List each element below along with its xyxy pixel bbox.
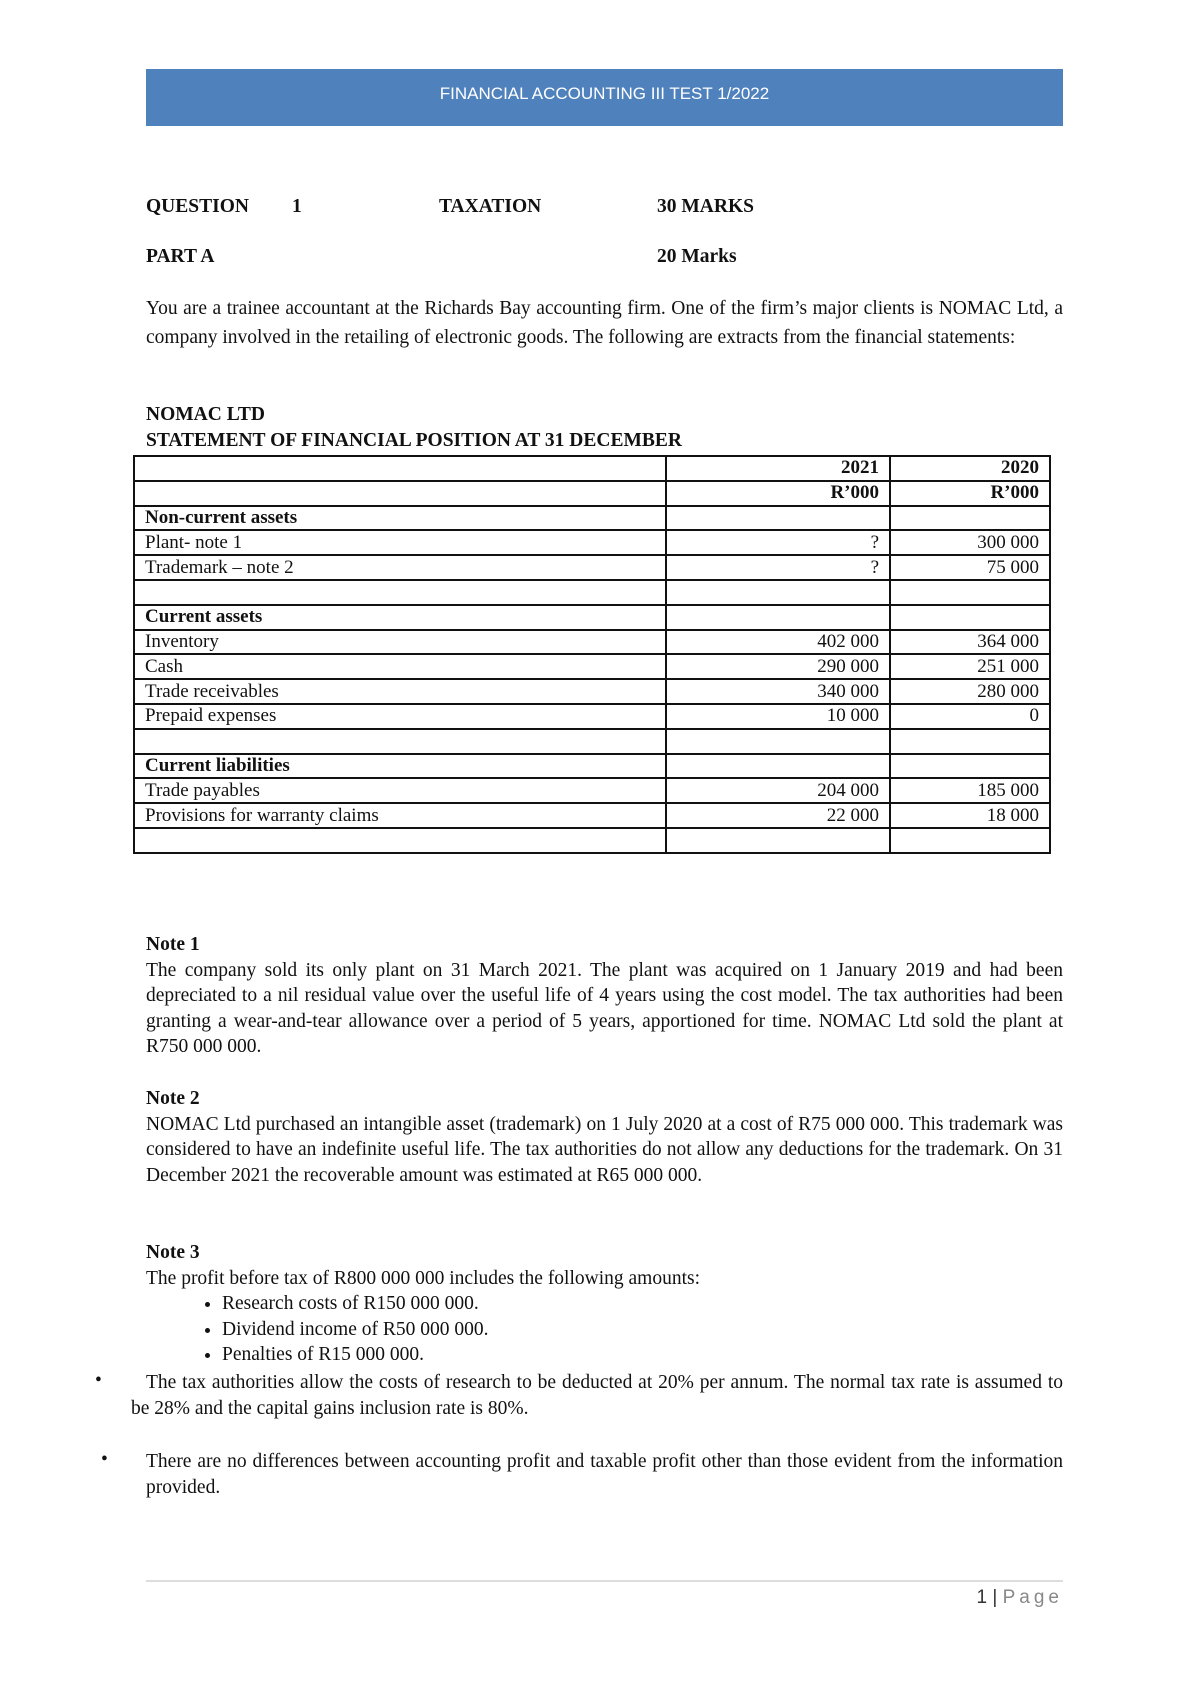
part-label: PART A: [146, 246, 215, 267]
value-2020: 364 000: [890, 630, 1050, 655]
value-2021: [666, 828, 890, 853]
row-label: [134, 580, 666, 605]
question-topic: TAXATION: [439, 196, 542, 217]
value-2020: 185 000: [890, 778, 1050, 803]
table-row: [134, 754, 1050, 779]
row-label: Trade payables: [134, 778, 666, 803]
value-2020: 18 000: [890, 803, 1050, 828]
value-2021: [666, 605, 890, 630]
note-3: [146, 1240, 1063, 1368]
note-text: The company sold its only plant on 31 March 2021. The plant was acquired on 1 January 2019 and had been depreciated to a nil residual value over the useful life of 4 years using the cost model. The tax authorities had been granting a wear-and-tear allowance over a period of 5 years, apportioned for time. NOMAC Ltd sold the plant at R750 000 000.: [146, 959, 1063, 1058]
question-marks: 30 MARKS: [657, 196, 754, 217]
bullet-research: The tax authorities allow the costs of research to be deducted at 20% per annum. The normal tax rate is assumed to be 28% and the capital gains inclusion rate is 80%.: [131, 1372, 1063, 1419]
value-2020: [890, 506, 1050, 531]
company-name: NOMAC LTD: [146, 404, 265, 425]
table-row: [134, 481, 1050, 506]
value-2020: 0: [890, 704, 1050, 729]
value-2020: 300 000: [890, 530, 1050, 555]
row-label: Non-current assets: [134, 506, 666, 531]
table-row: [134, 605, 1050, 630]
value-2020: 2020: [890, 456, 1050, 481]
list-item: • Research costs of R150 000 000.: [222, 1291, 1063, 1317]
value-2021: 10 000: [666, 704, 890, 729]
bullet-differences: There are no differences between accounting profit and taxable profit other than those evident from the information provided.: [146, 1451, 1063, 1498]
value-2021: 22 000: [666, 803, 890, 828]
note-3-list: [146, 1291, 1063, 1368]
row-label: [134, 729, 666, 754]
value-2020: [890, 828, 1050, 853]
value-2021: ?: [666, 555, 890, 580]
table-row: [134, 729, 1050, 754]
bullet-icon: •: [95, 1370, 102, 1391]
value-2020: [890, 754, 1050, 779]
value-2020: 280 000: [890, 679, 1050, 704]
page-label: Page: [1002, 1587, 1063, 1608]
footer-divider: [146, 1580, 1063, 1582]
statement-title: STATEMENT OF FINANCIAL POSITION AT 31 DECEMBER: [146, 430, 682, 451]
row-label: Plant- note 1: [134, 530, 666, 555]
note-text: NOMAC Ltd purchased an intangible asset (trademark) on 1 July 2020 at a cost of R75 000 000. This trademark was considered to have an indefinite useful life. The tax authorities do not allow any deductions for the trademark. On 31 December 2021 the recoverable amount was estimated at R65 000 000.: [146, 1113, 1063, 1186]
table-row: [134, 704, 1050, 729]
note-2: [146, 1086, 1063, 1188]
list-item: • Dividend income of R50 000 000.: [222, 1317, 1063, 1343]
row-label: Current liabilities: [134, 754, 666, 779]
row-label: Provisions for warranty claims: [134, 803, 666, 828]
value-2021: [666, 506, 890, 531]
row-label: Inventory: [134, 630, 666, 655]
financial-position-table: [133, 455, 1051, 854]
value-2020: [890, 729, 1050, 754]
page-number: [977, 1587, 1063, 1609]
table-row: [134, 679, 1050, 704]
table-row: [134, 778, 1050, 803]
table-row: [134, 654, 1050, 679]
value-2021: 290 000: [666, 654, 890, 679]
row-label: Cash: [134, 654, 666, 679]
table-row: [134, 456, 1050, 481]
value-2021: 340 000: [666, 679, 890, 704]
value-2021: 204 000: [666, 778, 890, 803]
list-item: • Penalties of R15 000 000.: [222, 1342, 1063, 1368]
page-separator: |: [992, 1587, 998, 1608]
table-row: [134, 530, 1050, 555]
note-1: [146, 932, 1063, 1060]
value-2021: [666, 580, 890, 605]
value-2021: R’000: [666, 481, 890, 506]
value-2021: ?: [666, 530, 890, 555]
value-2020: [890, 605, 1050, 630]
table-row: [134, 630, 1050, 655]
bullet-icon: •: [101, 1449, 108, 1470]
row-label: Trademark – note 2: [134, 555, 666, 580]
page-number-value: 1: [976, 1587, 988, 1608]
note-title: Note 1: [146, 934, 200, 955]
note-title: Note 2: [146, 1088, 200, 1109]
table-row: [134, 803, 1050, 828]
table-row: [134, 580, 1050, 605]
value-2021: 402 000: [666, 630, 890, 655]
intro-paragraph: You are a trainee accountant at the Richards Bay accounting firm. One of the firm’s major clients is NOMAC Ltd, a company involved in the retailing of electronic goods. The following are extracts from the financial statements:: [146, 298, 1063, 348]
question-label: QUESTION: [146, 196, 249, 217]
question-number: 1: [292, 196, 302, 217]
row-label: [134, 481, 666, 506]
header-banner: FINANCIAL ACCOUNTING III TEST 1/2022: [146, 69, 1063, 126]
row-label: [134, 828, 666, 853]
value-2020: 75 000: [890, 555, 1050, 580]
table-row: [134, 555, 1050, 580]
table-row: [134, 506, 1050, 531]
row-label: Prepaid expenses: [134, 704, 666, 729]
part-marks: 20 Marks: [657, 246, 737, 267]
value-2021: [666, 729, 890, 754]
table-row: [134, 828, 1050, 853]
value-2020: R’000: [890, 481, 1050, 506]
row-label: Trade receivables: [134, 679, 666, 704]
value-2020: [890, 580, 1050, 605]
value-2020: 251 000: [890, 654, 1050, 679]
row-label: Current assets: [134, 605, 666, 630]
row-label: [134, 456, 666, 481]
value-2021: [666, 754, 890, 779]
note-text: The profit before tax of R800 000 000 includes the following amounts:: [146, 1267, 701, 1289]
value-2021: 2021: [666, 456, 890, 481]
note-title: Note 3: [146, 1242, 200, 1263]
